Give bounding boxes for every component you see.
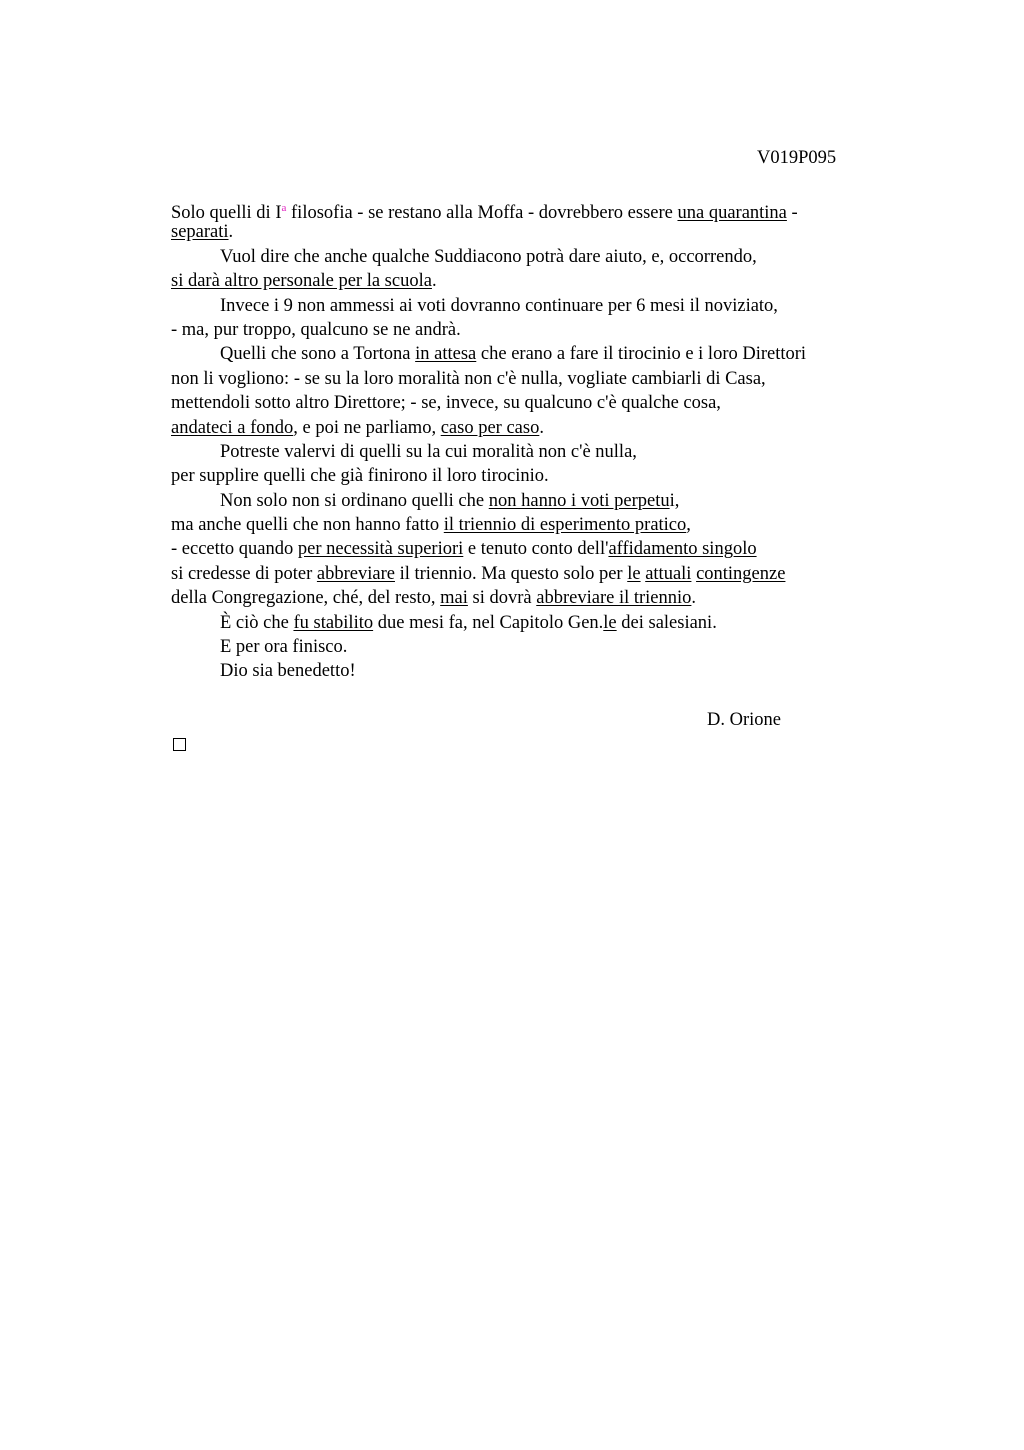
underlined-text: per necessità superiori (297, 539, 464, 560)
text-line (171, 342, 891, 366)
underlined-text: le (627, 563, 641, 584)
underlined-text: caso per caso (440, 417, 540, 438)
underlined-text: abbreviare (316, 563, 395, 584)
letter-body (171, 196, 891, 684)
end-marker-box (173, 738, 186, 751)
text-line (171, 659, 891, 683)
underlined-text: si darà altro personale per la scuola (171, 271, 432, 292)
text-segment: si credesse di poter (171, 563, 317, 584)
text-segment: - ma, pur troppo, qualcuno se ne andrà. (171, 319, 461, 340)
text-line (171, 294, 891, 318)
text-segment: si dovrà (467, 588, 537, 609)
text-segment: . (431, 271, 437, 292)
text-line (171, 562, 891, 586)
text-line (171, 318, 891, 342)
text-segment: dei salesiani. (616, 612, 717, 633)
text-segment: Dio sia benedetto! (220, 661, 356, 682)
text-segment: . (539, 417, 544, 438)
underlined-text: le (603, 612, 617, 633)
underlined-text: mai (440, 588, 468, 609)
text-segment: Invece i 9 non ammessi ai voti dovranno continuare per 6 mesi il noviziato, (220, 295, 778, 316)
text-line (171, 220, 891, 244)
underlined-text: abbreviare il triennio (536, 588, 692, 609)
text-segment: ma anche quelli che non hanno fatto (171, 515, 444, 536)
text-line (171, 537, 891, 561)
text-segment: della Congregazione, ché, del resto, (171, 588, 441, 609)
text-line (171, 464, 891, 488)
text-segment: per supplire quelli che già finirono il loro tirocinio. (171, 466, 549, 487)
text-segment: E per ora finisco. (220, 637, 348, 658)
text-line (171, 489, 891, 513)
page-id: V019P095 (757, 148, 837, 168)
text-segment: È ciò che (220, 612, 294, 633)
text-segment: che erano a fare il tirocinio e i loro Direttori (476, 344, 807, 365)
underlined-text: in attesa (415, 344, 477, 365)
underlined-text: contingenze (696, 563, 786, 584)
text-line (171, 635, 891, 659)
underlined-text: andateci a fondo (171, 417, 294, 438)
text-line (171, 611, 891, 635)
text-segment: il triennio. Ma questo solo per (394, 563, 628, 584)
text-segment: Solo quelli di I (171, 203, 282, 223)
text-segment: e tenuto conto dell' (463, 539, 609, 560)
underlined-text: una quarantina (677, 203, 787, 223)
text-segment: Non solo non si ordinano quelli che (220, 490, 489, 511)
text-segment: non li vogliono: - se su la loro moralità non c'è nulla, vogliate cambiarli di Casa, (171, 368, 766, 389)
text-line (171, 416, 891, 440)
superscript-text: a (281, 202, 287, 214)
underlined-text: fu stabilito (293, 612, 374, 633)
text-segment: . (691, 588, 697, 609)
underlined-text: non hanno i voti perpetu (488, 490, 670, 511)
text-segment: due mesi fa, nel Capitolo Gen. (373, 612, 604, 633)
signature: D. Orione (707, 710, 781, 730)
underlined-text: attuali (645, 563, 692, 584)
text-segment: Potreste valervi di quelli su la cui moralità non c'è nulla, (220, 441, 637, 462)
text-segment: - eccetto quando (171, 539, 298, 560)
text-segment: , e poi ne parliamo, (293, 417, 441, 438)
text-segment: - (786, 203, 798, 223)
text-segment: . (228, 222, 234, 243)
text-segment: Quelli che sono a Tortona (220, 344, 416, 365)
text-segment: filosofia - se restano alla Moffa - dovrebbero essere (286, 203, 678, 223)
text-line (171, 513, 891, 537)
underlined-text: separati (171, 222, 229, 243)
text-line (171, 586, 891, 610)
text-segment: i, (669, 490, 680, 511)
text-line (171, 245, 891, 269)
text-segment: , (686, 515, 691, 536)
underlined-text: affidamento singolo (608, 539, 757, 560)
text-line (171, 391, 891, 415)
text-line (171, 269, 891, 293)
text-line (171, 196, 891, 223)
text-line (171, 367, 891, 391)
underlined-text: il triennio di esperimento pratico (443, 515, 687, 536)
text-segment: mettendoli sotto altro Direttore; - se, invece, su qualcuno c'è qualche cosa, (171, 393, 721, 414)
text-segment: Vuol dire che anche qualche Suddiacono potrà dare aiuto, e, occorrendo, (220, 246, 757, 267)
text-line (171, 440, 891, 464)
